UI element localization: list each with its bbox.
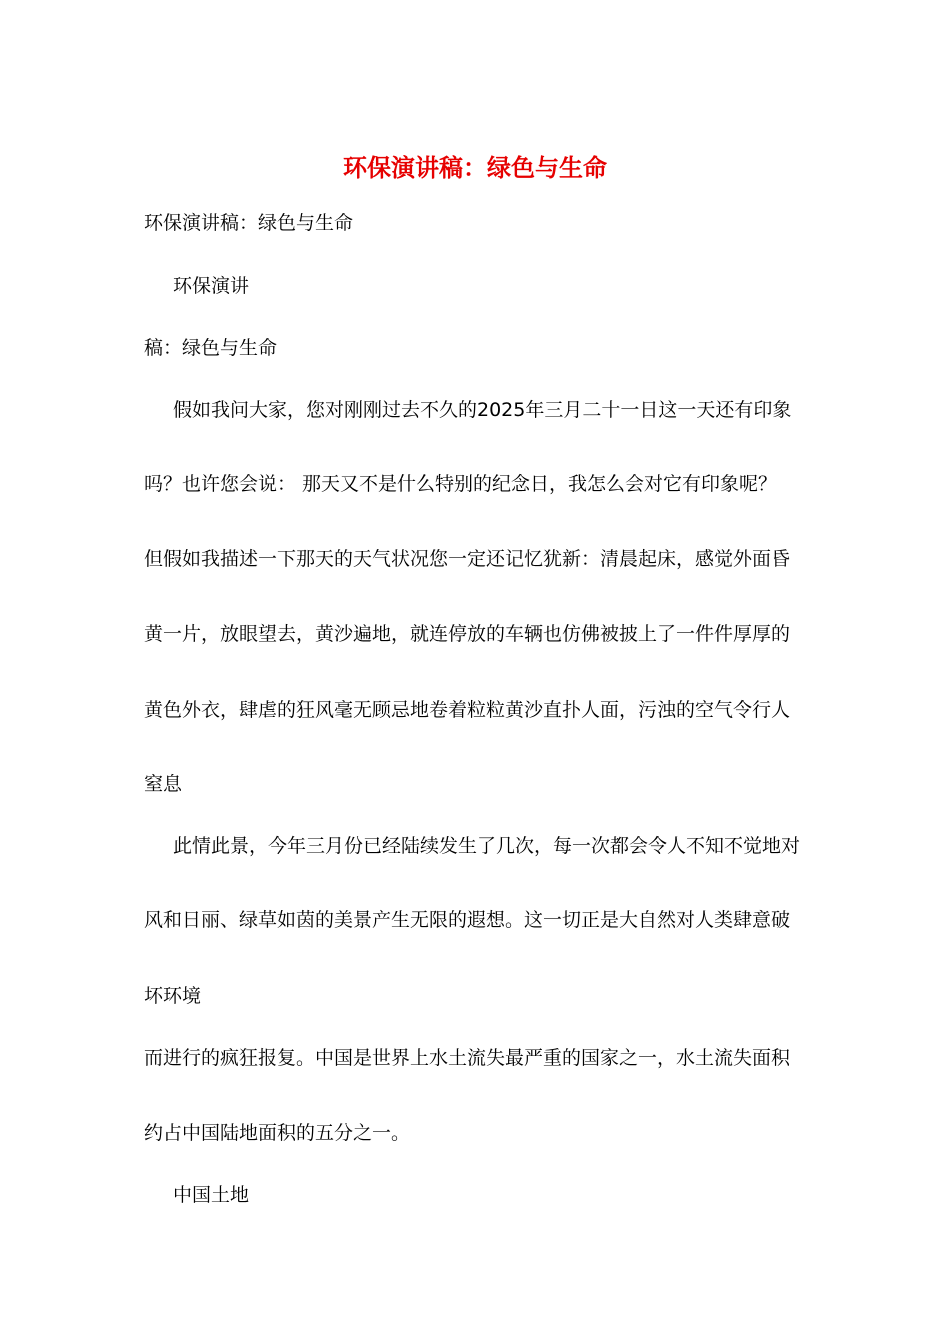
paragraph-line: 而进行的疯狂报复。中国是世界上水土流失最严重的国家之一，水土流失面积	[144, 1047, 791, 1069]
paragraph-line: 吗？也许您会说： 那天又不是什么特别的纪念日，我怎么会对它有印象呢？	[144, 473, 778, 495]
paragraph-line: 坏环境	[144, 985, 202, 1007]
paragraph-line: 风和日丽、绿草如茵的美景产生无限的遐想。这一切正是大自然对人类肆意破	[144, 909, 791, 931]
paragraph-line: 黄色外衣，肆虐的狂风毫无顾忌地卷着粒粒黄沙直扑人面，污浊的空气令行人	[144, 699, 791, 721]
paragraph-line: 但假如我描述一下那天的天气状况您一定还记忆犹新：清晨起床，感觉外面昏	[144, 548, 791, 570]
paragraph-line: 中国土地	[173, 1184, 250, 1206]
document-title: 环保演讲稿：绿色与生命	[343, 153, 607, 182]
text-line-subheading-cont: 稿：绿色与生命	[144, 337, 278, 359]
paragraph-line: 黄一片，放眼望去，黄沙遍地，就连停放的车辆也仿佛被披上了一件件厚厚的	[144, 623, 791, 645]
text-line-subheading: 环保演讲	[173, 275, 250, 297]
paragraph-line: 假如我问大家，您对刚刚过去不久的2025年三月二十一日这一天还有印象	[173, 399, 792, 421]
text-line-heading: 环保演讲稿：绿色与生命	[144, 212, 354, 234]
paragraph-line: 约占中国陆地面积的五分之一。	[144, 1122, 411, 1144]
paragraph-line: 窒息	[144, 773, 183, 795]
paragraph-line: 此情此景，今年三月份已经陆续发生了几次，每一次都会令人不知不觉地对	[173, 835, 801, 857]
